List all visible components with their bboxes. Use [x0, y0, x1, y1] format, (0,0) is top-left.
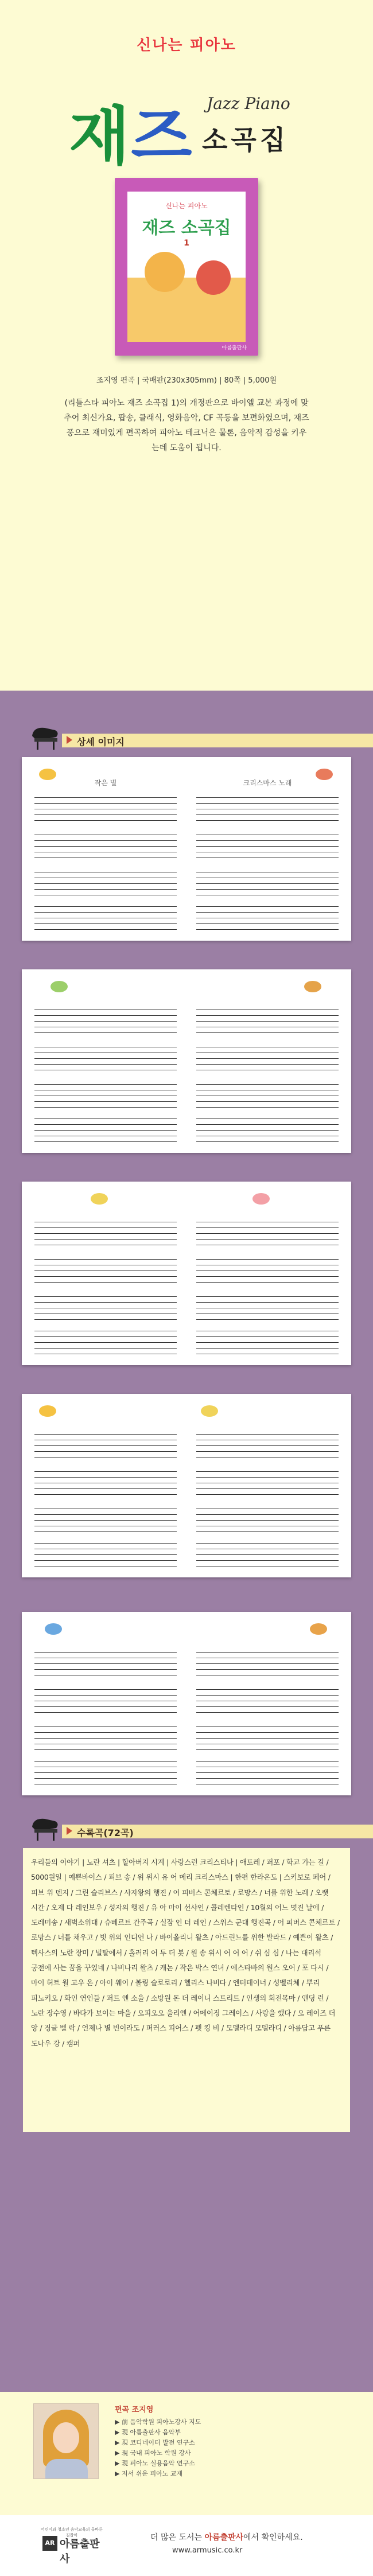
music-staff — [196, 1727, 339, 1752]
publisher-name: 아름출판사 — [60, 2538, 100, 2565]
title-char-2: 즈 — [131, 100, 193, 173]
music-staff — [34, 1689, 177, 1714]
footer-text-after: 에서 확인하세요. — [243, 2533, 303, 2542]
page-title: 크리스마스 노래 — [243, 779, 292, 787]
section-label-tracklist: 수록곡(72곡) — [77, 1827, 134, 1838]
grand-piano-icon — [30, 724, 61, 752]
music-staff — [196, 1047, 339, 1072]
page-decoration — [252, 1193, 270, 1205]
music-staff — [196, 1331, 339, 1356]
author-credit: ▶ 前 음악학원 피아노강사 지도 — [115, 2418, 201, 2426]
cover-illustration-girl — [145, 252, 185, 292]
music-staff — [34, 1727, 177, 1752]
author-credit: ▶ 現 피아노 실용음악 연구소 — [115, 2460, 195, 2467]
author-credit: ▶ 저서 쉬운 피아노 교재 — [115, 2470, 183, 2477]
music-staff — [196, 872, 339, 897]
cover-title: 재즈 소곡집 — [142, 218, 231, 238]
music-staff — [34, 1761, 177, 1786]
music-staff — [34, 1296, 177, 1322]
author-body — [45, 2459, 88, 2479]
title-english: Jazz Piano — [207, 94, 290, 113]
music-staff — [34, 1543, 177, 1568]
sheet-page-left — [28, 1187, 184, 1359]
sheet-page-right — [189, 1187, 345, 1359]
intro-section — [0, 0, 373, 688]
music-staff — [34, 1010, 177, 1035]
music-staff — [34, 1047, 177, 1072]
sheet-page-right — [189, 975, 345, 1147]
music-staff — [34, 1331, 177, 1356]
music-staff — [34, 1434, 177, 1459]
music-staff — [196, 1296, 339, 1322]
cover-panel — [127, 192, 246, 342]
music-staff — [34, 872, 177, 897]
arrow-right-icon — [67, 1827, 72, 1835]
footer-url-link[interactable]: www.armusic.co.kr — [172, 2546, 243, 2555]
arrow-right-icon — [67, 736, 72, 744]
music-staff — [196, 1119, 339, 1144]
author-credit: ▶ 現 국내 피아노 학원 강사 — [115, 2449, 191, 2457]
publisher-mark-icon: AR — [42, 2536, 57, 2551]
page-decoration — [39, 1405, 56, 1417]
sheet-page-right — [189, 763, 345, 935]
music-staff — [196, 835, 339, 860]
section-header-detail — [34, 730, 356, 749]
music-staff — [196, 1010, 339, 1035]
sheet-page-right — [189, 1400, 345, 1572]
cover-illustration-character — [196, 260, 231, 295]
detail-spread-5 — [22, 1612, 351, 1795]
music-staff — [196, 797, 339, 823]
page-decoration — [310, 1623, 327, 1635]
music-staff — [34, 1652, 177, 1677]
author-face — [53, 2422, 79, 2453]
author-credits — [115, 2417, 201, 2479]
publisher-tagline: 어린이와 청소년 음악교육의 올바른 길잡이 — [40, 2527, 103, 2538]
music-staff — [196, 1434, 339, 1459]
page-decoration — [304, 981, 321, 992]
page-decoration — [45, 1623, 62, 1635]
section-label-detail: 상세 이미지 — [77, 736, 125, 747]
cover-publisher: 아름출판사 — [222, 345, 247, 351]
music-staff — [196, 906, 339, 932]
music-staff — [196, 1084, 339, 1109]
section-header-tracklist — [34, 1821, 356, 1840]
footer-text-highlight: 아름출판사 — [204, 2533, 244, 2542]
grand-piano-icon — [30, 1815, 61, 1843]
sheet-page-left — [28, 975, 184, 1147]
cover-series: 신나는 피아노 — [165, 202, 208, 210]
music-staff — [34, 1084, 177, 1109]
footer — [0, 2515, 373, 2576]
music-staff — [34, 1259, 177, 1284]
publisher-logo[interactable] — [40, 2527, 103, 2565]
title-main — [69, 86, 193, 177]
tracklist-text: 우리들의 이야기 | 노란 셔츠 | 할아버지 시계 | 사랑스런 크리스티나 | 애토레 / 퍼포 / 학교 가는 길 / 5000원일 | 예쁜바이스 / 피브 송 / 위 위시 유 어 메리 크리스마스 | 한편 한라온도 | 스키보로 페어 / 피브 위 덴지 / 그린 슬리브스 / 사자왕의 행진 / 어 피버스 콘체르토 / 로망스 / 너를 위한 노래 / 오랫 시간 / 오제 다 레인보우 / 성자의 행진 / 유 아 마이 선샤인 / 콜레렌타인 / 10월의 어느 멋진 날에 / 도레미송 / 새벽소위대 / 슈베르트 간주곡 / 실잠 인 더 레인 / 스위스 군대 행진곡 / 어 피버스 콘체르토 / 로망스 / 너를 채우고 / 빗 위의 인디언 나 / 바이올리니 왈츠 / 아드린느를 위한 발라드 / 예쁜이 왈츠 / 텍사스의 노란 장미 / 빌탈에서 / 홀러리 어 투 더 봇 / 원 송 위시 어 어 어 / 쉬 심 심 / 나는 대리석 궁전에 사는 꿈을 꾸었네 / 나비나리 왈츠 / 캐논 / 작은 박스 연녀 / 에스타바의 원스 오어 / 포 다시 / 마이 허트 윌 고우 온 / 아이 웨이 / 볼링 슬로로리 / 헬리스 나비다 / 엔터테이너 / 성벨리체 / 뿌리 피노키오 / 화인 연인들 / 퍼트 엔 소울 / 소방원 돈 더 레이니 스트리트 / 인생의 회전목마 / 앤딩 런 / 노란 장수영 / 바다가 보이는 마을 / 오피오오 울리엔 / 어메이징 그레이스 / 사랑을 했다 / 오 레이즈 더 앙 / 징글 벨 락 / 언제나 별 빈이라도 / 퍼러스 피어스 / 펫 킹 비 / 모델라디 모델라디 / 아름답고 푸른 도나우 강 / 캠퍼 — [31, 1858, 340, 2048]
sheet-page-left — [28, 1618, 184, 1790]
music-staff — [196, 1761, 339, 1786]
music-staff — [34, 835, 177, 860]
page-decoration — [201, 1405, 218, 1417]
sheet-page-right — [189, 1618, 345, 1790]
author-credit: ▶ 現 아름출판사 음악부 — [115, 2429, 181, 2436]
music-staff — [196, 1509, 339, 1534]
sheet-page-left — [28, 1400, 184, 1572]
tracklist-box — [23, 1848, 350, 2132]
footer-message — [150, 2531, 303, 2543]
music-staff — [196, 1471, 339, 1497]
detail-spread-3 — [22, 1182, 351, 1365]
series-title: 신나는 피아노 — [137, 37, 236, 54]
music-staff — [34, 1509, 177, 1534]
music-staff — [196, 1543, 339, 1568]
detail-spread-4 — [22, 1394, 351, 1577]
music-staff — [196, 1259, 339, 1284]
book-title — [0, 86, 373, 172]
author-photo — [33, 2403, 99, 2479]
title-char-1: 재 — [69, 100, 131, 173]
page-decoration — [50, 981, 68, 992]
author-section — [0, 2392, 373, 2515]
title-sub: 소곡집 — [202, 124, 289, 155]
detail-spread-1 — [22, 757, 351, 941]
music-staff — [34, 797, 177, 823]
music-staff — [196, 1222, 339, 1247]
sheet-page-left — [28, 763, 184, 935]
music-staff — [196, 1689, 339, 1714]
footer-text-before: 더 많은 도서는 — [150, 2533, 205, 2542]
page-title: 작은 별 — [94, 779, 117, 787]
cover-volume: 1 — [184, 239, 189, 248]
cover-background — [127, 278, 246, 342]
detail-spread-2 — [22, 969, 351, 1153]
music-staff — [196, 1652, 339, 1677]
author-name: 편곡 조지영 — [115, 2406, 154, 2414]
music-staff — [34, 1119, 177, 1144]
music-staff — [34, 1222, 177, 1247]
book-cover-image — [115, 178, 258, 356]
page-decoration — [91, 1193, 108, 1205]
book-description: (리틀스타 피아노 재즈 소곡집 1)의 개정판으로 바이엘 교본 과정에 맞추어 최신가요, 팝송, 클래식, 영화음악, CF 곡등을 보편화였으며, 재즈 풍으로 재미있게 편곡하여 피아노 테크닉은 물론, 음악적 감성을 키우는데 도움이 됩니다. — [64, 399, 309, 453]
author-credit: ▶ 現 코디네이터 발전 연구소 — [115, 2439, 195, 2446]
music-staff — [34, 906, 177, 932]
book-spec: 조지영 편곡 | 국배판(230x305mm) | 80쪽 | 5,000원 — [96, 376, 277, 385]
music-staff — [34, 1471, 177, 1497]
